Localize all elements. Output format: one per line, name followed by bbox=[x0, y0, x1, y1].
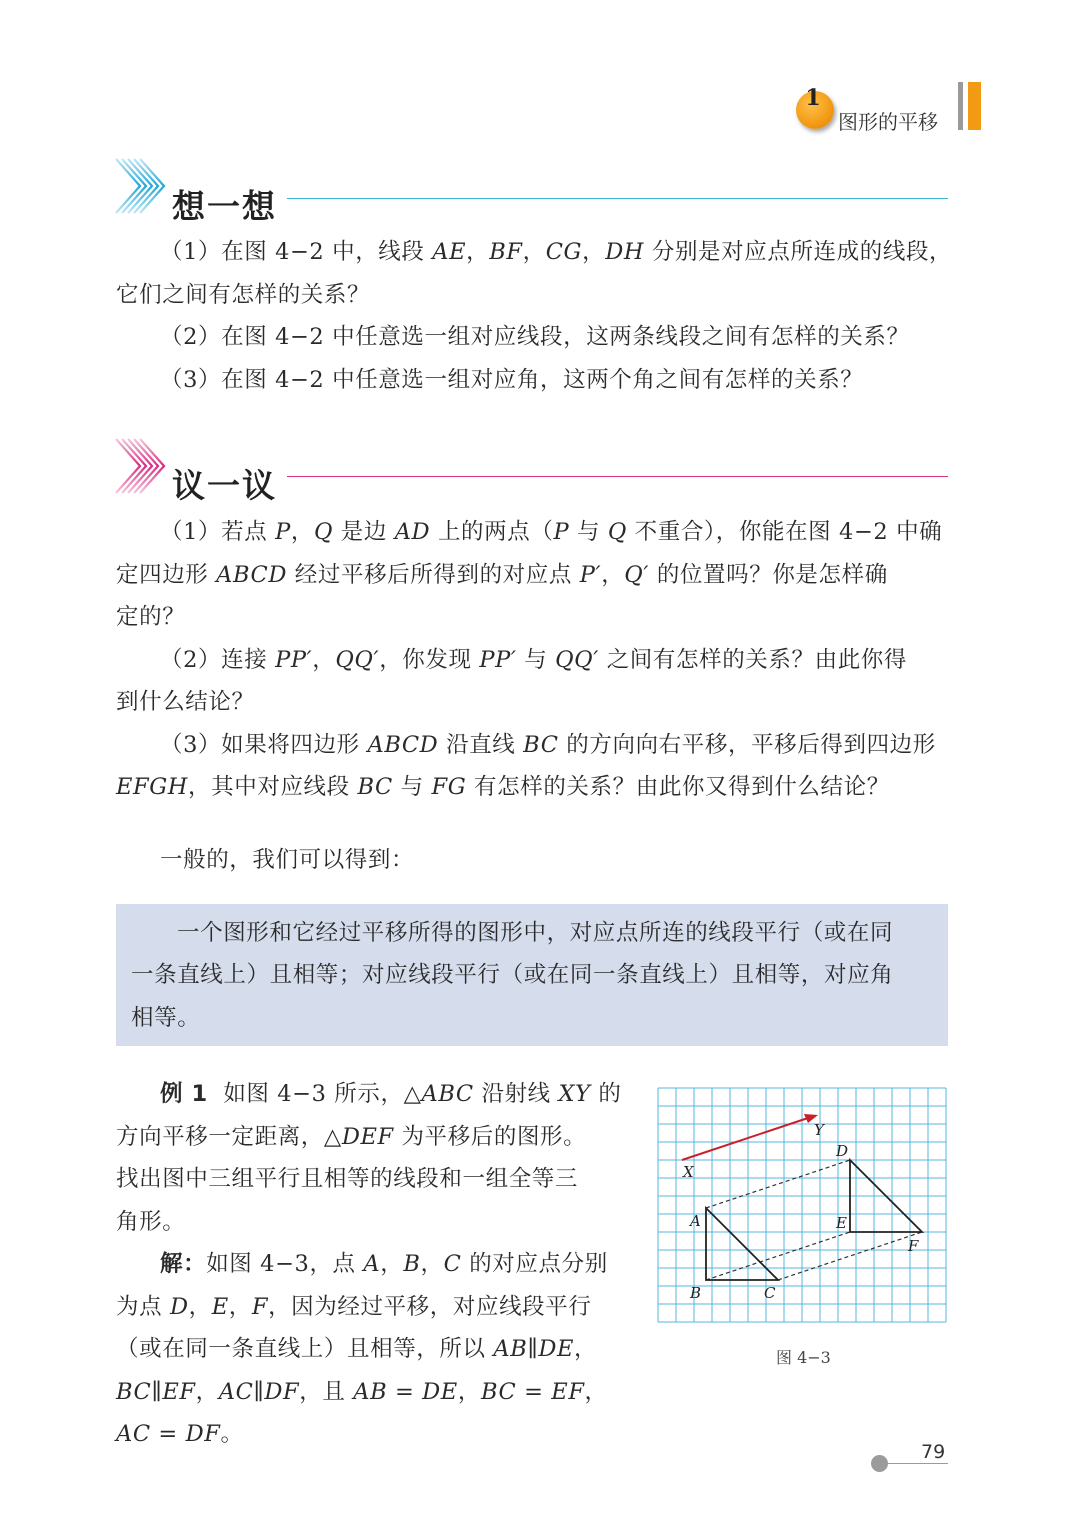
segment-BE bbox=[706, 1232, 850, 1280]
chapter-title: 图形的平移 bbox=[838, 110, 938, 134]
page-rule bbox=[888, 1463, 948, 1464]
label-E: E bbox=[836, 1214, 847, 1232]
ray-XY bbox=[682, 1114, 818, 1160]
label-D: D bbox=[836, 1142, 849, 1160]
segment-AD bbox=[706, 1160, 850, 1208]
page-dot-icon bbox=[871, 1455, 888, 1472]
discuss-line-5: 到什么结论？ bbox=[116, 689, 255, 715]
example-line-2: 方向平移一定距离，△DEF 为平移后的图形。 bbox=[116, 1124, 587, 1150]
think-line-1: （1）在图 4−2 中，线段 AE，BF，CG，DH 分别是对应点所连成的线段， bbox=[160, 239, 953, 265]
figure-grid bbox=[658, 1088, 946, 1322]
discuss-chevron-icon bbox=[114, 437, 166, 495]
think-line-2: 它们之间有怎样的关系？ bbox=[116, 282, 371, 308]
label-C: C bbox=[764, 1284, 776, 1302]
solution-line-5: AC = DF。 bbox=[116, 1421, 244, 1447]
think-line-3: （2）在图 4−2 中任意选一组对应线段，这两条线段之间有怎样的关系？ bbox=[160, 324, 910, 350]
summary-line-2: 一条直线上）且相等；对应线段平行（或在同一条直线上）且相等，对应角 bbox=[131, 962, 894, 988]
think-rule bbox=[287, 198, 948, 199]
general-intro: 一般的，我们可以得到： bbox=[160, 847, 415, 873]
think-title: 想一想 bbox=[172, 187, 277, 226]
label-A: A bbox=[690, 1212, 701, 1230]
example-label: 例 1 bbox=[160, 1081, 208, 1107]
discuss-line-3: 定的？ bbox=[116, 604, 186, 630]
discuss-title: 议一议 bbox=[172, 466, 277, 505]
discuss-line-1: （1）若点 P，Q 是边 AD 上的两点（P 与 Q 不重合），你能在图 4−2 中确 bbox=[160, 519, 943, 545]
discuss-rule bbox=[287, 476, 948, 477]
triangle-ABC bbox=[706, 1208, 778, 1280]
figure-caption: 图 4−3 bbox=[776, 1348, 831, 1367]
page-number: 79 bbox=[921, 1441, 946, 1463]
discuss-line-4: （2）连接 PP′，QQ′，你发现 PP′ 与 QQ′ 之间有怎样的关系？由此你得 bbox=[160, 647, 908, 673]
solution-label: 解： bbox=[160, 1251, 207, 1277]
solution-line-2: 为点 D，E，F，因为经过平移，对应线段平行 bbox=[116, 1294, 592, 1320]
chapter-number: 1 bbox=[805, 85, 821, 111]
solution-line-4: BC∥EF，AC∥DF，且 AB = DE，BC = EF， bbox=[116, 1379, 608, 1405]
example-line-3: 找出图中三组平行且相等的线段和一组全等三 bbox=[116, 1166, 579, 1192]
solution-line-1: 解：如图 4−3，点 A，B，C 的对应点分别 bbox=[160, 1251, 608, 1277]
summary-line-3: 相等。 bbox=[131, 1005, 201, 1031]
summary-line-1: 一个图形和它经过平移所得的图形中，对应点所连的线段平行（或在同 bbox=[177, 920, 894, 946]
label-F: F bbox=[908, 1237, 919, 1255]
think-line-4: （3）在图 4−2 中任意选一组对应角，这两个角之间有怎样的关系？ bbox=[160, 367, 864, 393]
example-line-4: 角形。 bbox=[116, 1209, 186, 1235]
header-gray-bar bbox=[958, 82, 963, 130]
example-line-1: 例 1 如图 4−3 所示，△ABC 沿射线 XY 的 bbox=[160, 1081, 622, 1107]
think-chevron-icon bbox=[114, 157, 166, 215]
figure-4-3-diagram bbox=[656, 1086, 948, 1330]
discuss-line-6: （3）如果将四边形 ABCD 沿直线 BC 的方向向右平移，平移后得到四边形 bbox=[160, 732, 936, 758]
label-B: B bbox=[690, 1284, 702, 1302]
label-Y: Y bbox=[814, 1121, 824, 1139]
label-X: X bbox=[683, 1163, 694, 1181]
segment-CF bbox=[778, 1232, 922, 1280]
solution-line-3: （或在同一条直线上）且相等，所以 AB∥DE， bbox=[116, 1336, 598, 1362]
discuss-line-2: 定四边形 ABCD 经过平移后所得到的对应点 P′，Q′ 的位置吗？你是怎样确 bbox=[116, 562, 888, 588]
header-orange-bar bbox=[968, 82, 981, 130]
discuss-line-7: EFGH，其中对应线段 BC 与 FG 有怎样的关系？由此你又得到什么结论？ bbox=[116, 774, 890, 800]
